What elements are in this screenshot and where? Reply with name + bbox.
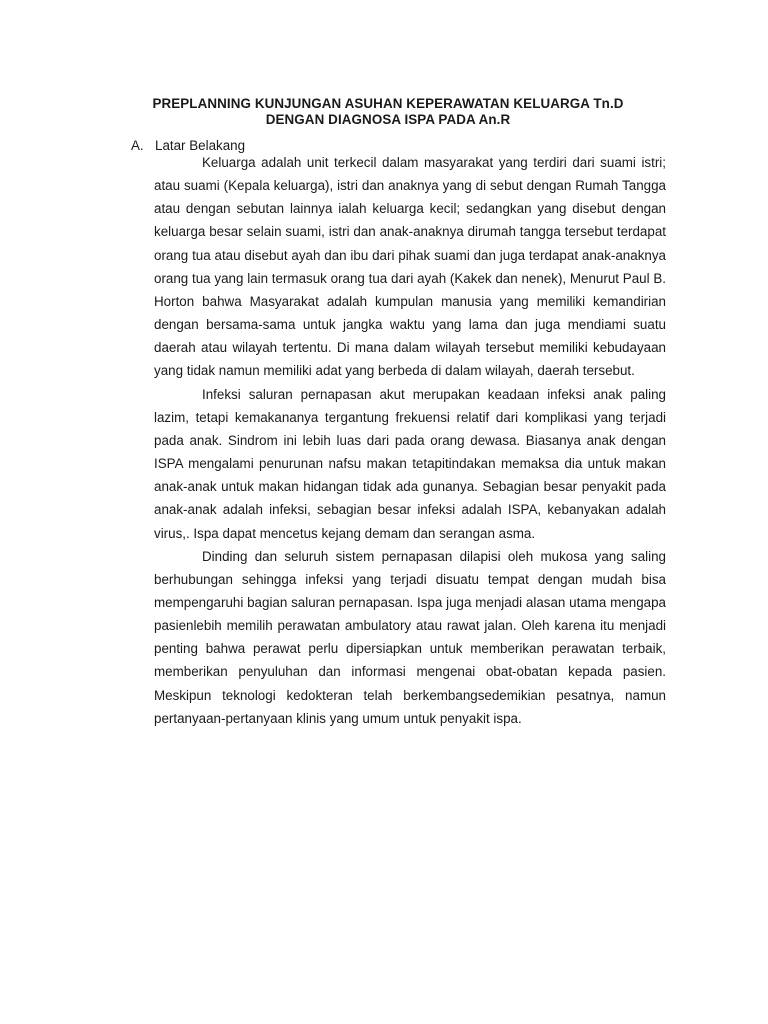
title-line-2: DENGAN DIAGNOSA ISPA PADA An.R xyxy=(265,112,511,127)
section-marker: A. xyxy=(131,138,144,153)
title-line-1: PREPLANNING KUNJUNGAN ASUHAN KEPERAWATAN KELUARGA Tn.D xyxy=(152,96,624,111)
section-heading-label: Latar Belakang xyxy=(155,138,246,153)
section-body xyxy=(154,151,666,730)
document-title xyxy=(120,96,656,128)
paragraph-keluarga: Keluarga adalah unit terkecil dalam masyarakat yang terdiri dari suami istri; atau suami (Kepala keluarga), istri dan anaknya yang di sebut dengan Rumah Tangga atau dengan sebutan lainnya ialah keluarga kecil; sedangkan yang disebut dengan keluarga besar selain suami, istri dan anak-anaknya dirumah tangga tersebut terdapat orang tua atau disebut ayah dan ibu dari pihak suami dan juga terdapat anak-anaknya orang tua yang lain termasuk orang tua dari ayah (Kakek dan nenek), Menurut Paul B. Horton bahwa Masyarakat adalah kumpulan manusia yang memiliki kemandirian dengan bersama-sama untuk jangka waktu yang lama dan juga mendiami suatu daerah atau wilayah tertentu. Di mana dalam wilayah tersebut memiliki kebudayaan yang tidak namun memiliki adat yang berbeda di dalam wilayah, daerah tersebut. xyxy=(154,155,666,379)
paragraph-infeksi: Infeksi saluran pernapasan akut merupakan keadaan infeksi anak paling lazim, tetapi kemakananya tergantung frekuensi relatif dari komplikasi yang terjadi pada anak. Sindrom ini lebih luas dari pada orang dewasa. Biasanya anak dengan ISPA mengalami penurunan nafsu makan tetapitindakan memaksa dia untuk makan anak-anak untuk makan hidangan tidak ada gunanya. Sebagian besar penyakit pada anak-anak adalah infeksi, sebagian besar infeksi adalah ISPA, kebanyakan adalah virus,. Ispa dapat mencetus kejang demam dan serangan asma. xyxy=(154,386,666,541)
paragraph-dinding: Dinding dan seluruh sistem pernapasan dilapisi oleh mukosa yang saling berhubungan sehingga infeksi yang terjadi disuatu tempat dengan mudah bisa mempengaruhi bagian saluran pernapasan. Ispa juga menjadi alasan utama mengapa pasienlebih memilih perawatan ambulatory atau rawat jalan. Oleh karena itu menjadi penting bahwa perawat perlu dipersiapkan untuk memberikan perawatan terbaik, memberikan penyuluhan dan informasi mengenai obat-obatan kepada pasien. Meskipun teknologi kedokteran telah berkembangsedemikian pesatnya, namun pertanyaan-pertanyaan klinis yang umum untuk penyakit ispa. xyxy=(154,548,666,726)
